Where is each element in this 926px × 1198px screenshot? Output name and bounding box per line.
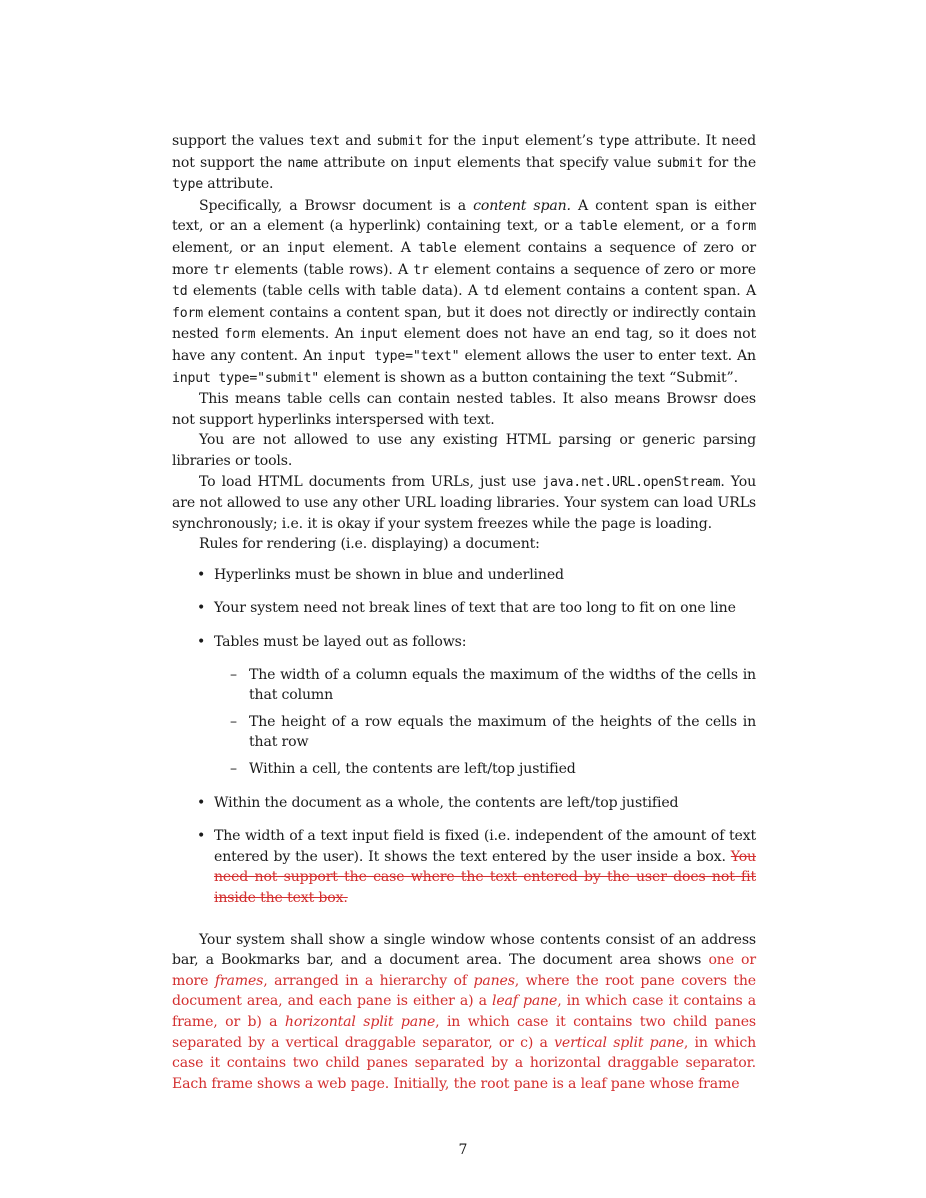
code: tr [213,262,230,278]
paragraph-no-parsing-libraries: You are not allowed to use any existing HTML parsing or generic parsing libraries or tools. [172,432,756,469]
paragraph-window-layout [172,930,756,1095]
table-layout-sublist [214,665,756,780]
text: element contains a content span, but it does not directly or indirectly contain nested [172,304,756,343]
code: input [481,134,520,149]
text: Specifically, a Browsr document is a [199,197,474,214]
text: Within the document as a whole, the contents are left/top justified [214,794,679,811]
text: for the [702,154,757,171]
code: text [309,134,341,149]
text: To load HTML documents from URLs, just use [199,473,543,490]
revised-emphasis: vertical split pane [554,1034,684,1051]
text: element, or a [617,218,726,235]
revised-emphasis: panes [473,972,515,989]
code: td [483,284,499,300]
code: name [287,155,319,171]
revised-text: , in which case it contains two child panes separated by a vertical draggable separator, or c) a [172,1013,756,1051]
list-item [172,793,756,814]
spacer [172,922,756,930]
revised-text: , where the root pane covers the document area, and each pane is either a) a [172,972,756,1010]
sublist-item [172,759,756,780]
text: element allows the user to enter text. An [459,347,756,364]
paragraph-input-support [172,131,756,196]
text: element, or an [172,239,287,256]
code: type [172,177,203,193]
list-item [172,598,756,619]
text: attribute. It need not support the [172,133,756,171]
text: The width of a column equals the maximum of the widths of the cells in that column [249,666,756,704]
text: elements (table rows). A [229,261,414,278]
list-item [172,632,756,780]
text: elements (table cells with table data). A [187,283,484,300]
revised-emphasis: frames [214,972,264,989]
code: type [598,134,630,149]
revised-text: one or more [172,952,756,989]
revised-emphasis: horizontal split pane [284,1013,436,1030]
paragraph-nested-tables: This means table cells can contain nested tables. It also means Browsr does not support hyperlinks interspersed with text. [172,391,756,428]
paragraph-rendering-rules: Rules for rendering (i.e. displaying) a document: [199,536,540,553]
emphasis: content span. [473,197,571,214]
code: form [172,305,203,321]
text: Hyperlinks must be shown in blue and underlined [214,566,564,583]
code: table [417,240,457,256]
text: Your system shall show a single window whose contents consist of an address bar, a Bookmarks bar, and a document area. The document area shows [172,931,756,969]
page-content [172,131,756,1094]
list-item [172,826,756,908]
text: . You are not allowed to use any other URL loading libraries. Your system can load URLs synchronously; i.e. it is okay if your system freezes while the page is loading. [172,473,757,532]
revised-text: , arranged in a hierarchy of [263,972,474,989]
text: element. A [325,239,418,256]
code: input [359,327,399,343]
text: The height of a row equals the maximum of the heights of the cells in that row [249,713,756,751]
code: input type="text" [327,348,460,364]
code: table [578,219,618,235]
text: element contains a sequence of zero or more [428,261,756,278]
code: input [286,240,326,256]
text: element contains a content span. A [498,283,756,300]
text: support the values [172,133,310,149]
revised-text: , in which case it contains a frame, or b) a [172,993,757,1030]
text: attribute on [318,154,414,171]
text: A content span is either text, or an a element (a hyperlink) containing text, or a [172,197,756,235]
text: element does not have an end tag, so it does not have any content. An [172,326,756,364]
revised-emphasis: leaf pane [491,993,558,1010]
page-number: 7 [458,1142,468,1158]
code: java.net.URL.openStream [542,474,721,490]
text: element contains a sequence of zero or more [172,239,756,278]
sublist-item [172,665,756,706]
code: input [413,155,452,171]
text: The width of a text input field is fixed (i.e. independent of the amount of text entered by the user). It shows the text entered by the user inside a box. [214,828,756,865]
list-item [172,565,756,586]
code: td [172,284,188,300]
text: Your system need not break lines of text that are too long to fit on one line [214,600,736,617]
code: submit [376,134,423,149]
struck-text: You need not support the case where the text entered by the user does not fit inside the text box. [214,848,756,906]
text: Tables must be layed out as follows: [214,634,467,651]
text: element’s [519,133,599,149]
code: input type="submit" [172,370,320,386]
text: attribute. [202,176,274,193]
code: tr [413,262,429,278]
text: Within a cell, the contents are left/top justified [249,761,576,778]
paragraph-content-span [172,196,756,389]
code: form [224,327,256,343]
revised-text: , in which case it contains two child panes separated by a horizontal draggable separator. Each frame shows a web page. Initially, the root pane is a leaf pane whose frame [172,1034,756,1092]
paragraph-url-loading [172,472,756,535]
text: elements that specify value [451,154,657,171]
rendering-rules-list [172,565,756,909]
text: for the [422,133,482,149]
code: submit [656,155,703,171]
text: elements. An [255,326,360,343]
text: and [340,133,377,149]
code: form [725,219,756,235]
text: element is shown as a button containing the text “Submit”. [319,369,738,386]
sublist-item [172,712,756,753]
